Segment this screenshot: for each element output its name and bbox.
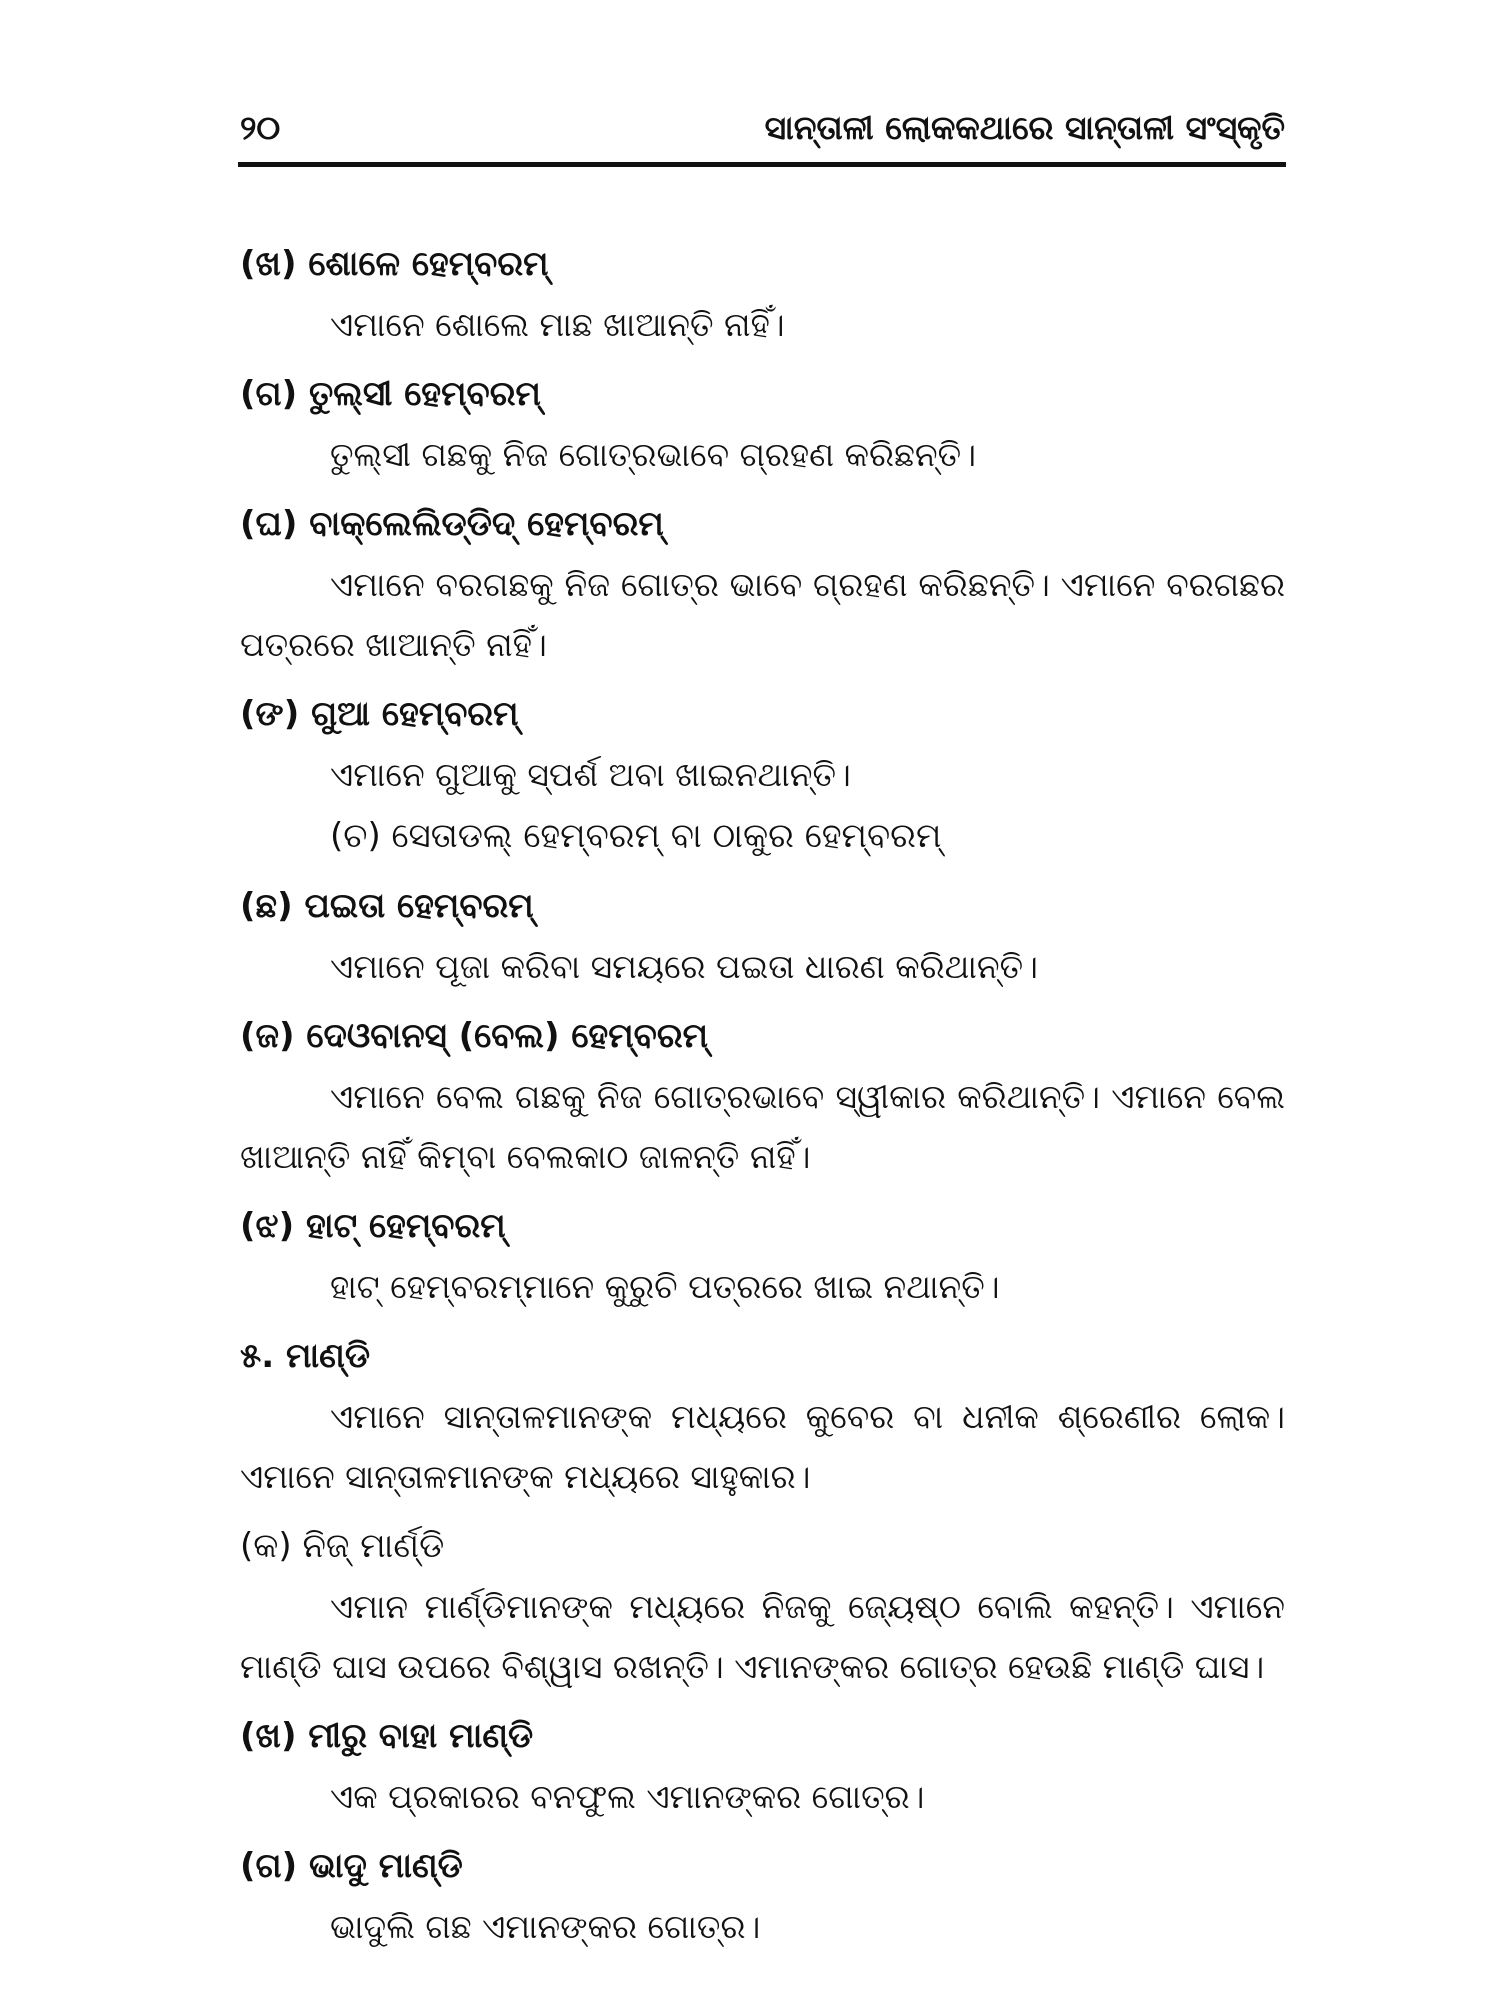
page-number: ୨୦: [240, 108, 281, 147]
clan-description-ka: ଏମାନ ମାର୍ଣ୍ଡିମାନଙ୍କ ମଧ୍ୟରେ ନିଜକୁ ଜ୍ୟେଷ୍ଠ ବୋଲି କହନ୍ତି। ଏମାନେ ମାଣ୍ଡି ଘାସ ଉପରେ ବିଶ୍ୱାସ ରଖନ୍ତି। ଏମାନଙ୍କର ଗୋତ୍ର ହେଉଛି ମାଣ୍ଡି ଘାସ।: [240, 1587, 1285, 1686]
mandi-heading-ga: (ଗ) ଭାଦୁ ମାଣ୍ଡି: [240, 1846, 463, 1886]
clan-heading-ga: (ଗ) ତୁଲ୍‌ସୀ ହେମ୍ବରମ୍: [240, 374, 541, 414]
clan-description-jha: ହାଟ୍ ହେମ୍ବରମ୍‌ମାନେ କୁରୁଚି ପତ୍ରରେ ଖାଇ ନଥାନ୍ତି।: [330, 1267, 1000, 1306]
mandi-heading-kha: (ଖ) ମୀରୁ ବାହା ମାଣ୍ଡି: [240, 1716, 534, 1756]
clan-description-nga: ଏମାନେ ଗୁଆକୁ ସ୍ପର୍ଶ ଅବା ଖାଇନଥାନ୍ତି।: [330, 755, 851, 794]
clan-heading-gha: (ଘ) ବାକ୍ଲେଲିଡ୍ଡିଦ୍ ହେମ୍ବରମ୍: [240, 504, 664, 544]
section-description-mandi: ଏମାନେ ସାନ୍ତାଳମାନଙ୍କ ମଧ୍ୟରେ କୁବେର ବା ଧନୀକ ଶ୍ରେଣୀର ଲୋକ। ଏମାନେ ସାନ୍ତାଳମାନଙ୍କ ମଧ୍ୟରେ ସାହୁକାର।: [240, 1397, 1285, 1496]
clan-heading-jha: (ଝ) ହାଟ୍ ହେମ୍ବରମ୍: [240, 1206, 506, 1246]
page-body: [240, 233, 1285, 1957]
clan-description-ja: ଏମାନେ ବେଲ ଗଛକୁ ନିଜ ଗୋତ୍ରଭାବେ ସ୍ୱୀକାର କରିଥାନ୍ତି। ଏମାନେ ବେଲ ଖାଆନ୍ତି ନାହିଁ କିମ୍ବା ବେଲକାଠ ଜାଳନ୍ତି ନାହିଁ।: [240, 1077, 1285, 1176]
header-rule: [238, 162, 1286, 167]
section-heading-mandi: ୫. ମାଣ୍ଡି: [240, 1336, 371, 1376]
running-title: ସାନ୍ତାଳୀ ଲୋକକଥାରେ ସାନ୍ତାଳୀ ସଂସ୍କୃତି: [764, 108, 1285, 147]
clan-heading-ja: (ଜ) ଦେଓବାନସ୍ (ବେଲ) ହେମ୍ବରମ୍: [240, 1016, 709, 1056]
mandi-description-ga: ଭାଦୁଲି ଗଛ ଏମାନଙ୍କର ଗୋତ୍ର।: [330, 1907, 761, 1946]
mandi-description-kha: ଏକ ପ୍ରକାରର ବନଫୁଲ ଏମାନଙ୍କର ଗୋତ୍ର।: [330, 1777, 925, 1816]
clan-description-gha: ଏମାନେ ବରଗଛକୁ ନିଜ ଗୋତ୍ର ଭାବେ ଗ୍ରହଣ କରିଛନ୍ତି। ଏମାନେ ବରଗଛର ପତ୍ରରେ ଖାଆନ୍ତି ନାହିଁ।: [240, 565, 1285, 664]
clan-heading-cha: (ଚ) ସେତାଡଲ୍ ହେମ୍ବରମ୍ ବା ଠାକୁର ହେମ୍ବରମ୍: [330, 816, 942, 856]
clan-description-chha: ଏମାନେ ପୂଜା କରିବା ସମୟରେ ପଇତା ଧାରଣ କରିଥାନ୍ତି।: [330, 947, 1038, 986]
clan-heading-nga: (ଙ) ଗୁଆ ହେମ୍ବରମ୍: [240, 694, 519, 734]
clan-heading-kha: (ଖ) ଶୋଳେ ହେମ୍ବରମ୍: [240, 244, 549, 284]
running-head: [240, 108, 1285, 158]
clan-description-ga: ତୁଲ୍‌ସୀ ଗଛକୁ ନିଜ ଗୋତ୍ରଭାବେ ଗ୍ରହଣ କରିଛନ୍ତି।: [330, 435, 977, 474]
clan-heading-ka: (କ) ନିଜ୍ ମାର୍ଣ୍ଡି: [240, 1526, 445, 1566]
clan-heading-chha: (ଛ) ପଇତା ହେମ୍ବରମ୍: [240, 886, 534, 926]
clan-description-kha: ଏମାନେ ଶୋଲେ ମାଛ ଖାଆନ୍ତି ନାହିଁ।: [330, 305, 785, 344]
